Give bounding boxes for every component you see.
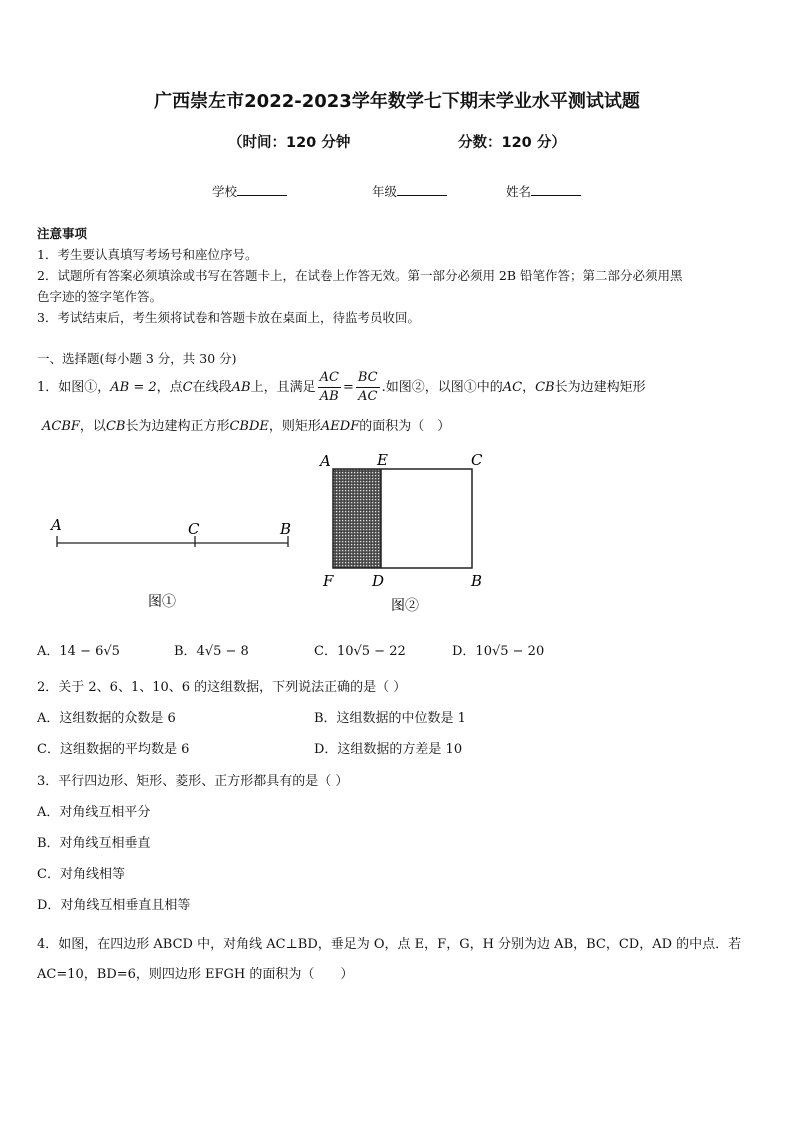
label-f: F [323, 572, 334, 590]
school-field: 学校 [212, 182, 287, 200]
label-a: A [51, 516, 62, 534]
q3-option-c: C．对角线相等 [37, 867, 125, 882]
label-b: B [471, 572, 483, 590]
grade-blank [397, 183, 447, 196]
page-title: 广西崇左市2022-2023学年数学七下期末学业水平测试试题 [154, 91, 640, 112]
figure-2 [315, 448, 500, 618]
figure-1 [45, 510, 305, 615]
q3-stem: 3．平行四边形、矩形、菱形、正方形都具有的是（ ） [37, 774, 349, 789]
label-e: E [377, 451, 388, 469]
note-1: 1．考生要认真填写考场号和座位序号。 [37, 247, 258, 262]
note-2-cont: 色字迹的签字笔作答。 [37, 289, 163, 304]
q2-stem: 2．关于 2、6、1、10、6 的这组数据，下列说法正确的是（ ） [37, 680, 407, 695]
q3-option-b: B．对角线互相垂直 [37, 836, 151, 851]
notes-heading: 注意事项 [37, 226, 88, 241]
label-b: B [280, 520, 292, 538]
grade-field: 年级 [372, 182, 447, 200]
exam-time: （时间：120 分钟 [228, 135, 351, 151]
section-heading: 一、选择题(每小题 3 分，共 30 分) [37, 351, 237, 366]
q4-line1: 4．如图，在四边形 ABCD 中，对角线 AC⊥BD，垂足为 O，点 E，F，G，H 分别为边 AB，BC，CD，AD 的中点．若 [37, 937, 742, 952]
note-3: 3．考试结束后，考生须将试卷和答题卡放在桌面上，待监考员收回。 [37, 310, 420, 325]
label-a: A [320, 452, 331, 470]
q1-option-d: D．10√5 − 20 [452, 644, 545, 659]
q2-option-c: C．这组数据的平均数是 6 [37, 742, 190, 757]
exam-score: 分数：120 分） [458, 135, 566, 151]
fraction-ac-ab: $\frac{AC}{AB}$ [319, 370, 339, 404]
q3-option-a: A．对角线互相平分 [37, 805, 151, 820]
label-c: C [188, 520, 200, 538]
name-field: 姓名 [506, 182, 581, 200]
q4-line2: AC=10，BD=6，则四边形 EFGH 的面积为（ ） [37, 967, 354, 982]
figure-1-caption: 图① [148, 594, 176, 610]
q1-option-a: A．14 − 6√5 [37, 644, 120, 659]
name-blank [531, 183, 581, 196]
q1-line2: ACBF，以CB长为边建构正方形CBDE，则矩形AEDF的面积为（ ） [42, 419, 451, 434]
q1-option-b: B．4√5 − 8 [174, 644, 249, 659]
label-d: D [372, 572, 385, 590]
q3-option-d: D．对角线互相垂直且相等 [37, 898, 191, 913]
fraction-bc-ac: $\frac{BC}{AC}$ [357, 370, 378, 404]
q2-option-a: A．这组数据的众数是 6 [37, 711, 176, 726]
q2-option-b: B．这组数据的中位数是 1 [314, 711, 466, 726]
note-2: 2．试题所有答案必须填涂或书写在答题卡上，在试卷上作答无效。第一部分必须用 2B 铅笔作答；第二部分必须用黑 [37, 268, 683, 283]
q2-option-d: D．这组数据的方差是 10 [314, 742, 463, 757]
q1-line1: 1．如图①，AB = 2，点C在线段AB上，且满足 $\frac{AC}{AB}$ = $\frac{BC}{AC}$ .如图②，以图①中的AC，CB长为边建构矩形 [37, 370, 646, 404]
figure-2-caption: 图② [391, 598, 419, 614]
school-blank [237, 183, 287, 196]
label-c: C [471, 451, 483, 469]
shaded-rectangle-aedf [333, 469, 381, 568]
q1-option-c: C．10√5 − 22 [314, 644, 406, 659]
